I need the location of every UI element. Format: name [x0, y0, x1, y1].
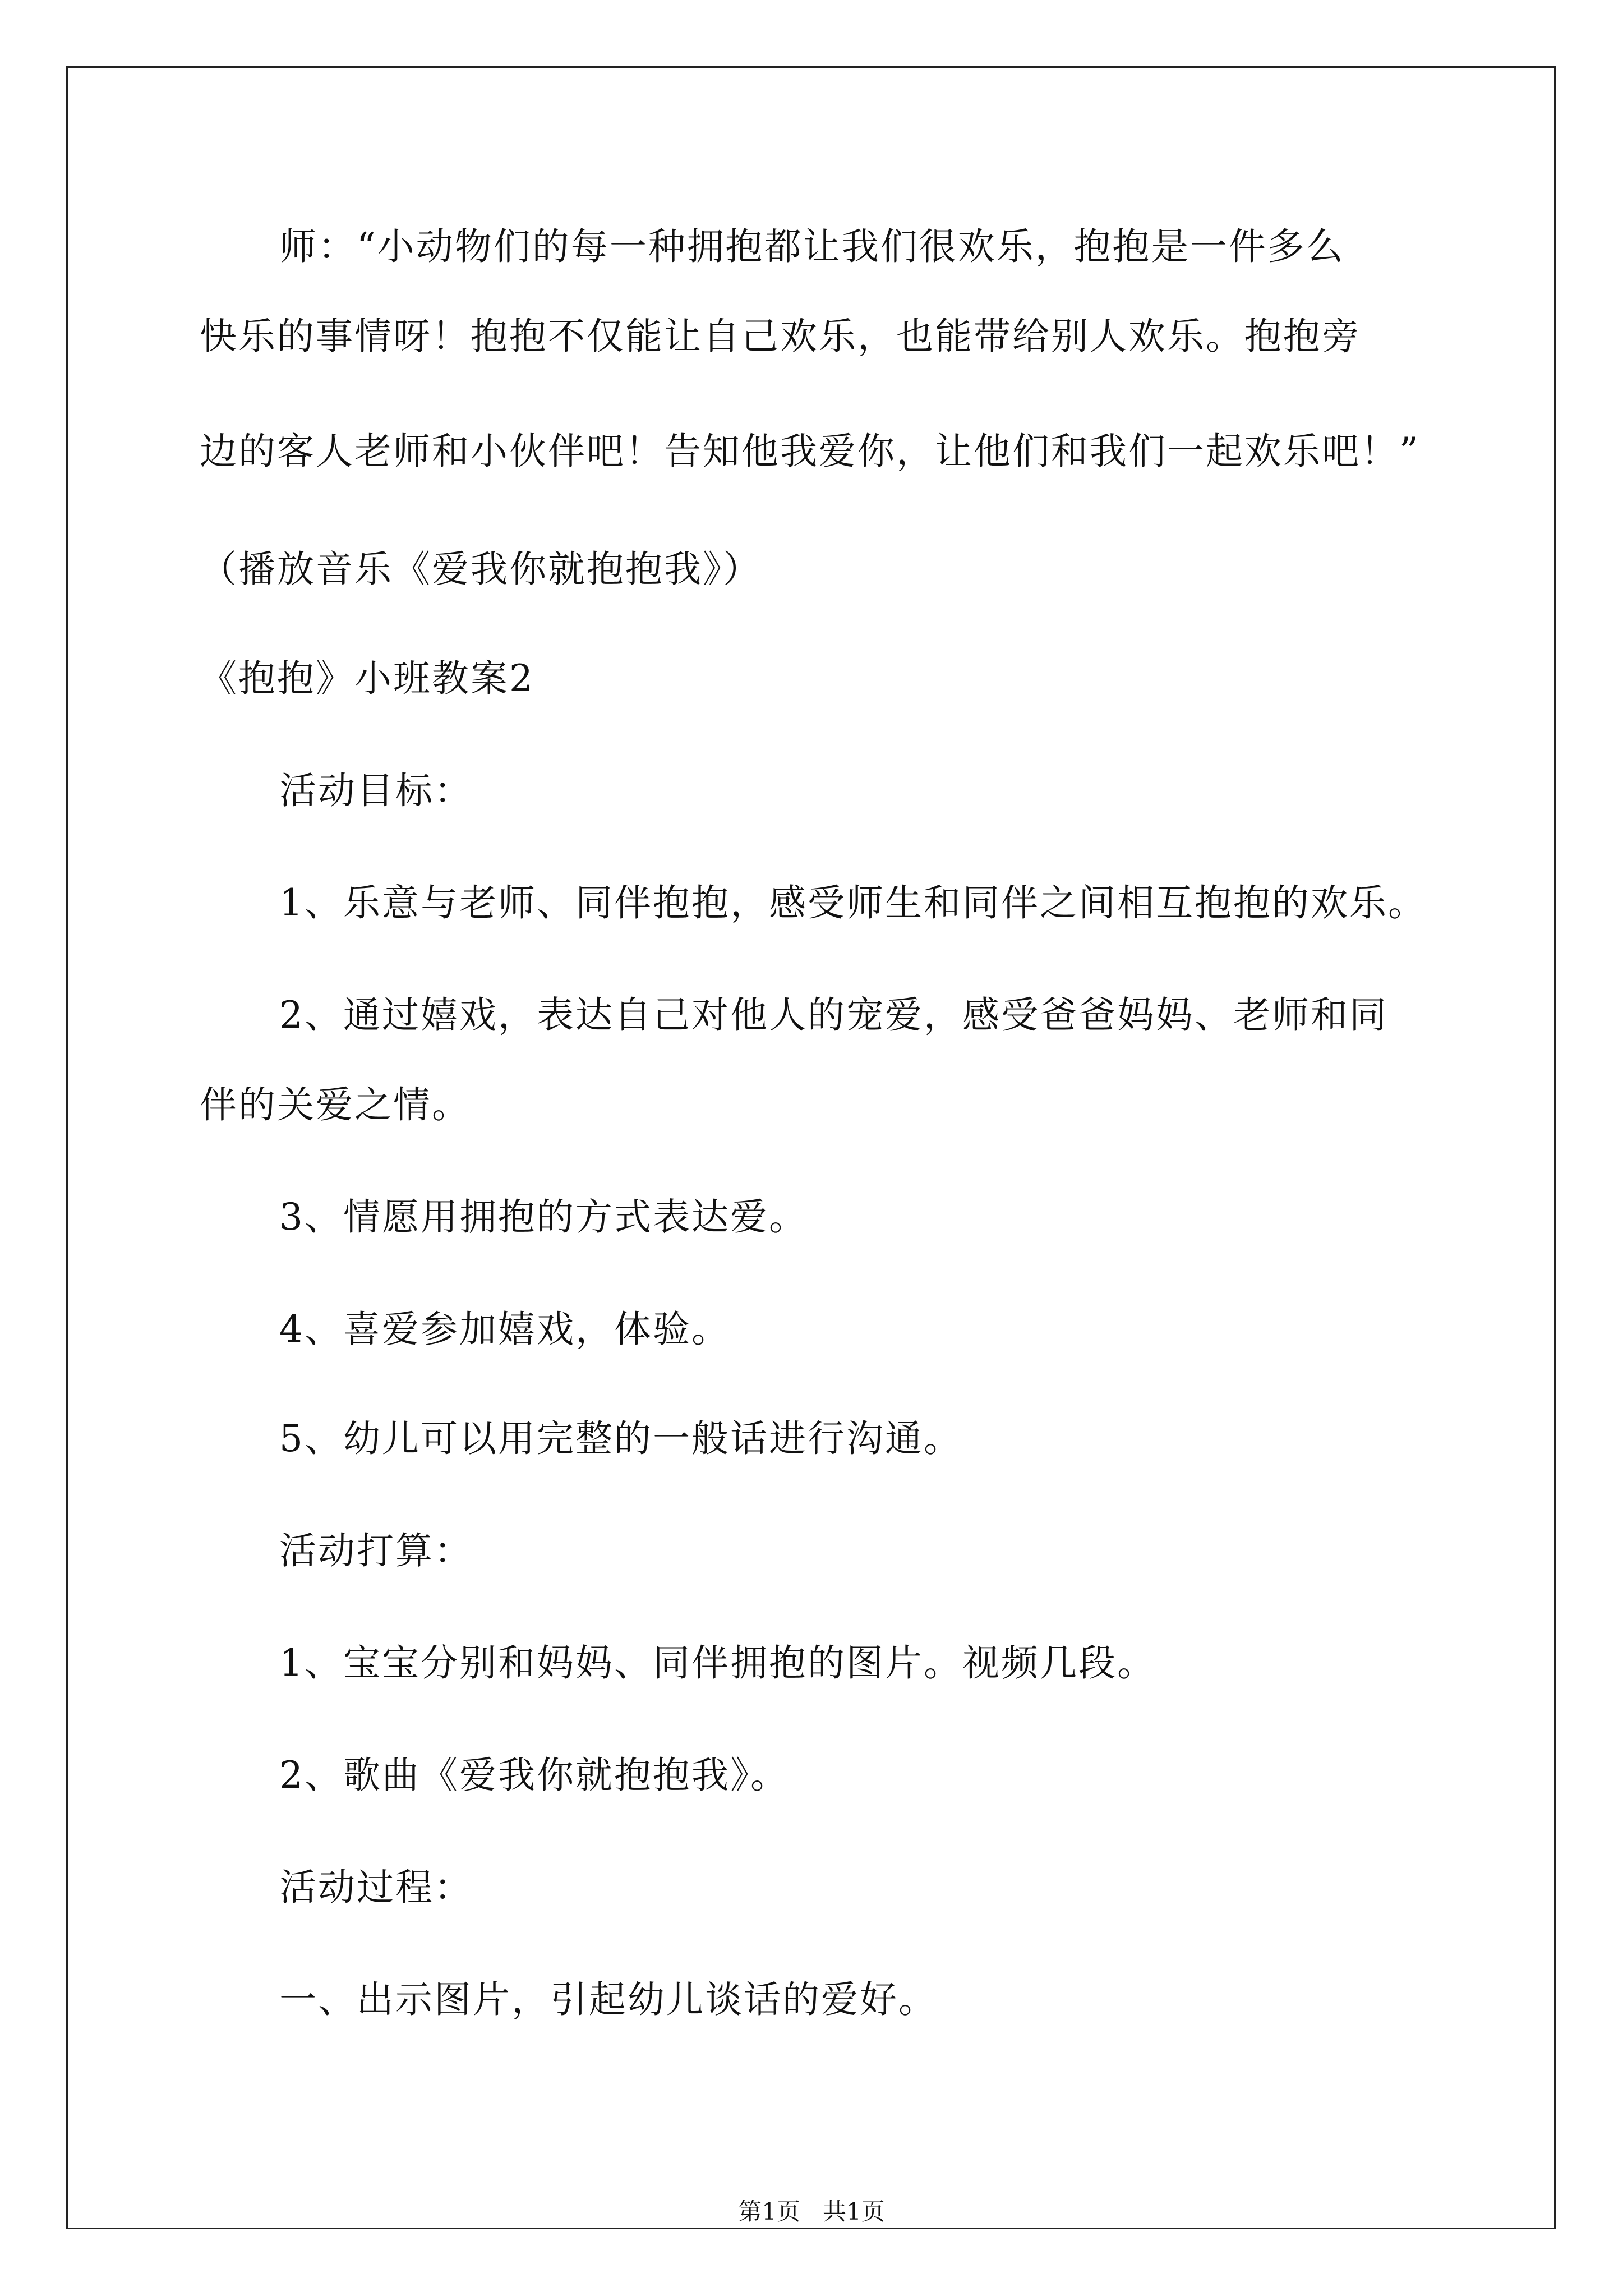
paragraph-line-3: 边的客人老师和小伙伴吧！告知他我爱你，让他们和我们一起欢乐吧！” — [200, 430, 1420, 473]
page-footer: 第1页 共1页 — [738, 2198, 885, 2225]
goal-item-2-continued: 伴的关爱之情。 — [200, 1083, 471, 1126]
paragraph-line-1: 师：“小动物们的每一种拥抱都让我们很欢乐，抱抱是一件多么 — [279, 225, 1345, 268]
preparation-item-1: 1、宝宝分别和妈妈、同伴拥抱的图片。视频几段。 — [279, 1641, 1156, 1685]
goal-item-2: 2、通过嬉戏，表达自己对他人的宠爱，感受爸爸妈妈、老师和同 — [279, 993, 1388, 1037]
section-title: 《抱抱》小班教案2 — [200, 657, 534, 700]
paragraph-line-4: （播放音乐《爱我你就抱抱我》） — [200, 547, 762, 591]
goal-item-3: 3、情愿用拥抱的方式表达爱。 — [279, 1195, 808, 1239]
goal-item-5: 5、幼儿可以用完整的一般话进行沟通。 — [279, 1417, 962, 1460]
goal-item-1: 1、乐意与老师、同伴抱抱，感受师生和同伴之间相互抱抱的欢乐。 — [279, 881, 1427, 924]
goal-item-4: 4、喜爱参加嬉戏，体验。 — [279, 1308, 730, 1351]
heading-activity-process: 活动过程： — [279, 1866, 473, 1909]
process-step-1: 一、出示图片，引起幼儿谈话的爱好。 — [279, 1978, 937, 2021]
heading-activity-goals: 活动目标： — [279, 769, 473, 812]
preparation-item-2: 2、歌曲《爱我你就抱抱我》。 — [279, 1754, 789, 1797]
paragraph-line-2: 快乐的事情呀！抱抱不仅能让自己欢乐，也能带给别人欢乐。抱抱旁 — [200, 315, 1361, 358]
heading-activity-preparation: 活动打算： — [279, 1529, 473, 1572]
